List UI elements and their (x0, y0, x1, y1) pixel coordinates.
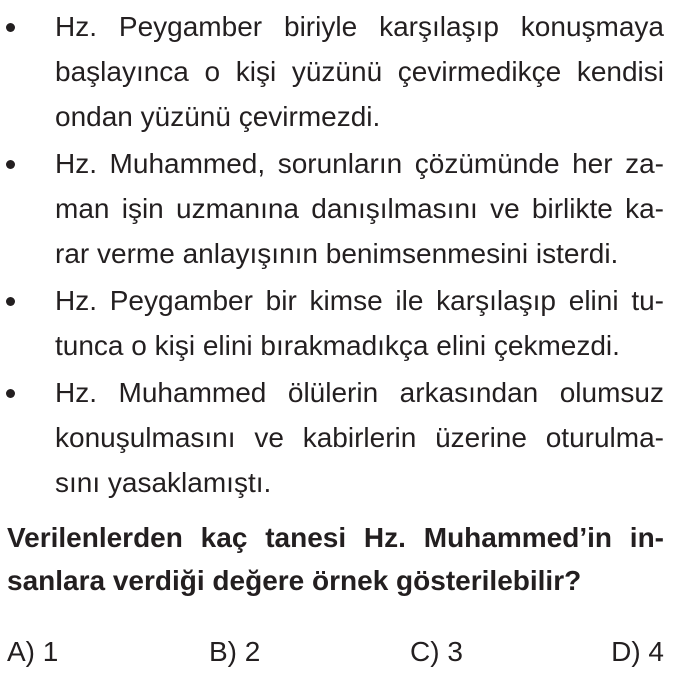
option-b[interactable]: B) 2 (209, 636, 261, 667)
bullet-icon (6, 160, 15, 169)
question-line: sanlara verdiği değere örnek gösterilebilir? (7, 565, 582, 596)
statement-list (0, 4, 675, 507)
question-line: Verilenlerden kaç tanesi Hz. Muhammed’in in- (7, 522, 664, 553)
option-c[interactable]: C) 3 (410, 636, 463, 667)
statement-line: başlayınca o kişi yüzünü çevirmedikçe kendisi (55, 56, 664, 87)
bullet-icon (6, 23, 15, 32)
statement-item (0, 278, 675, 368)
statement-line: Hz. Muhammed ölülerin arkasından olumsuz (55, 377, 664, 408)
statement-line: man işin uzmanına danışılmasını ve birlikte ka- (55, 193, 664, 224)
statement-line: Hz. Muhammed, sorunların çözümünde her za- (55, 148, 664, 179)
statement-line: Hz. Peygamber biriyle karşılaşıp konuşmaya (55, 11, 664, 42)
answer-options (7, 634, 664, 674)
option-a[interactable]: A) 1 (7, 636, 59, 667)
statement-item (0, 370, 675, 505)
statement-line: tunca o kişi elini bırakmadıkça elini çekmezdi. (55, 330, 620, 361)
question-text (7, 516, 664, 602)
statement-line: konuşulmasını ve kabirlerin üzerine oturulma- (55, 422, 664, 453)
statement-line: rar verme anlayışının benimsenmesini isterdi. (55, 238, 619, 269)
statement-item (0, 4, 675, 139)
statement-line: ondan yüzünü çevirmezdi. (55, 101, 381, 132)
bullet-icon (6, 297, 15, 306)
bullet-icon (6, 389, 15, 398)
statement-item (0, 141, 675, 276)
option-d[interactable]: D) 4 (611, 636, 664, 667)
statement-line: sını yasaklamıştı. (55, 467, 272, 498)
statement-line: Hz. Peygamber bir kimse ile karşılaşıp elini tu- (55, 285, 664, 316)
